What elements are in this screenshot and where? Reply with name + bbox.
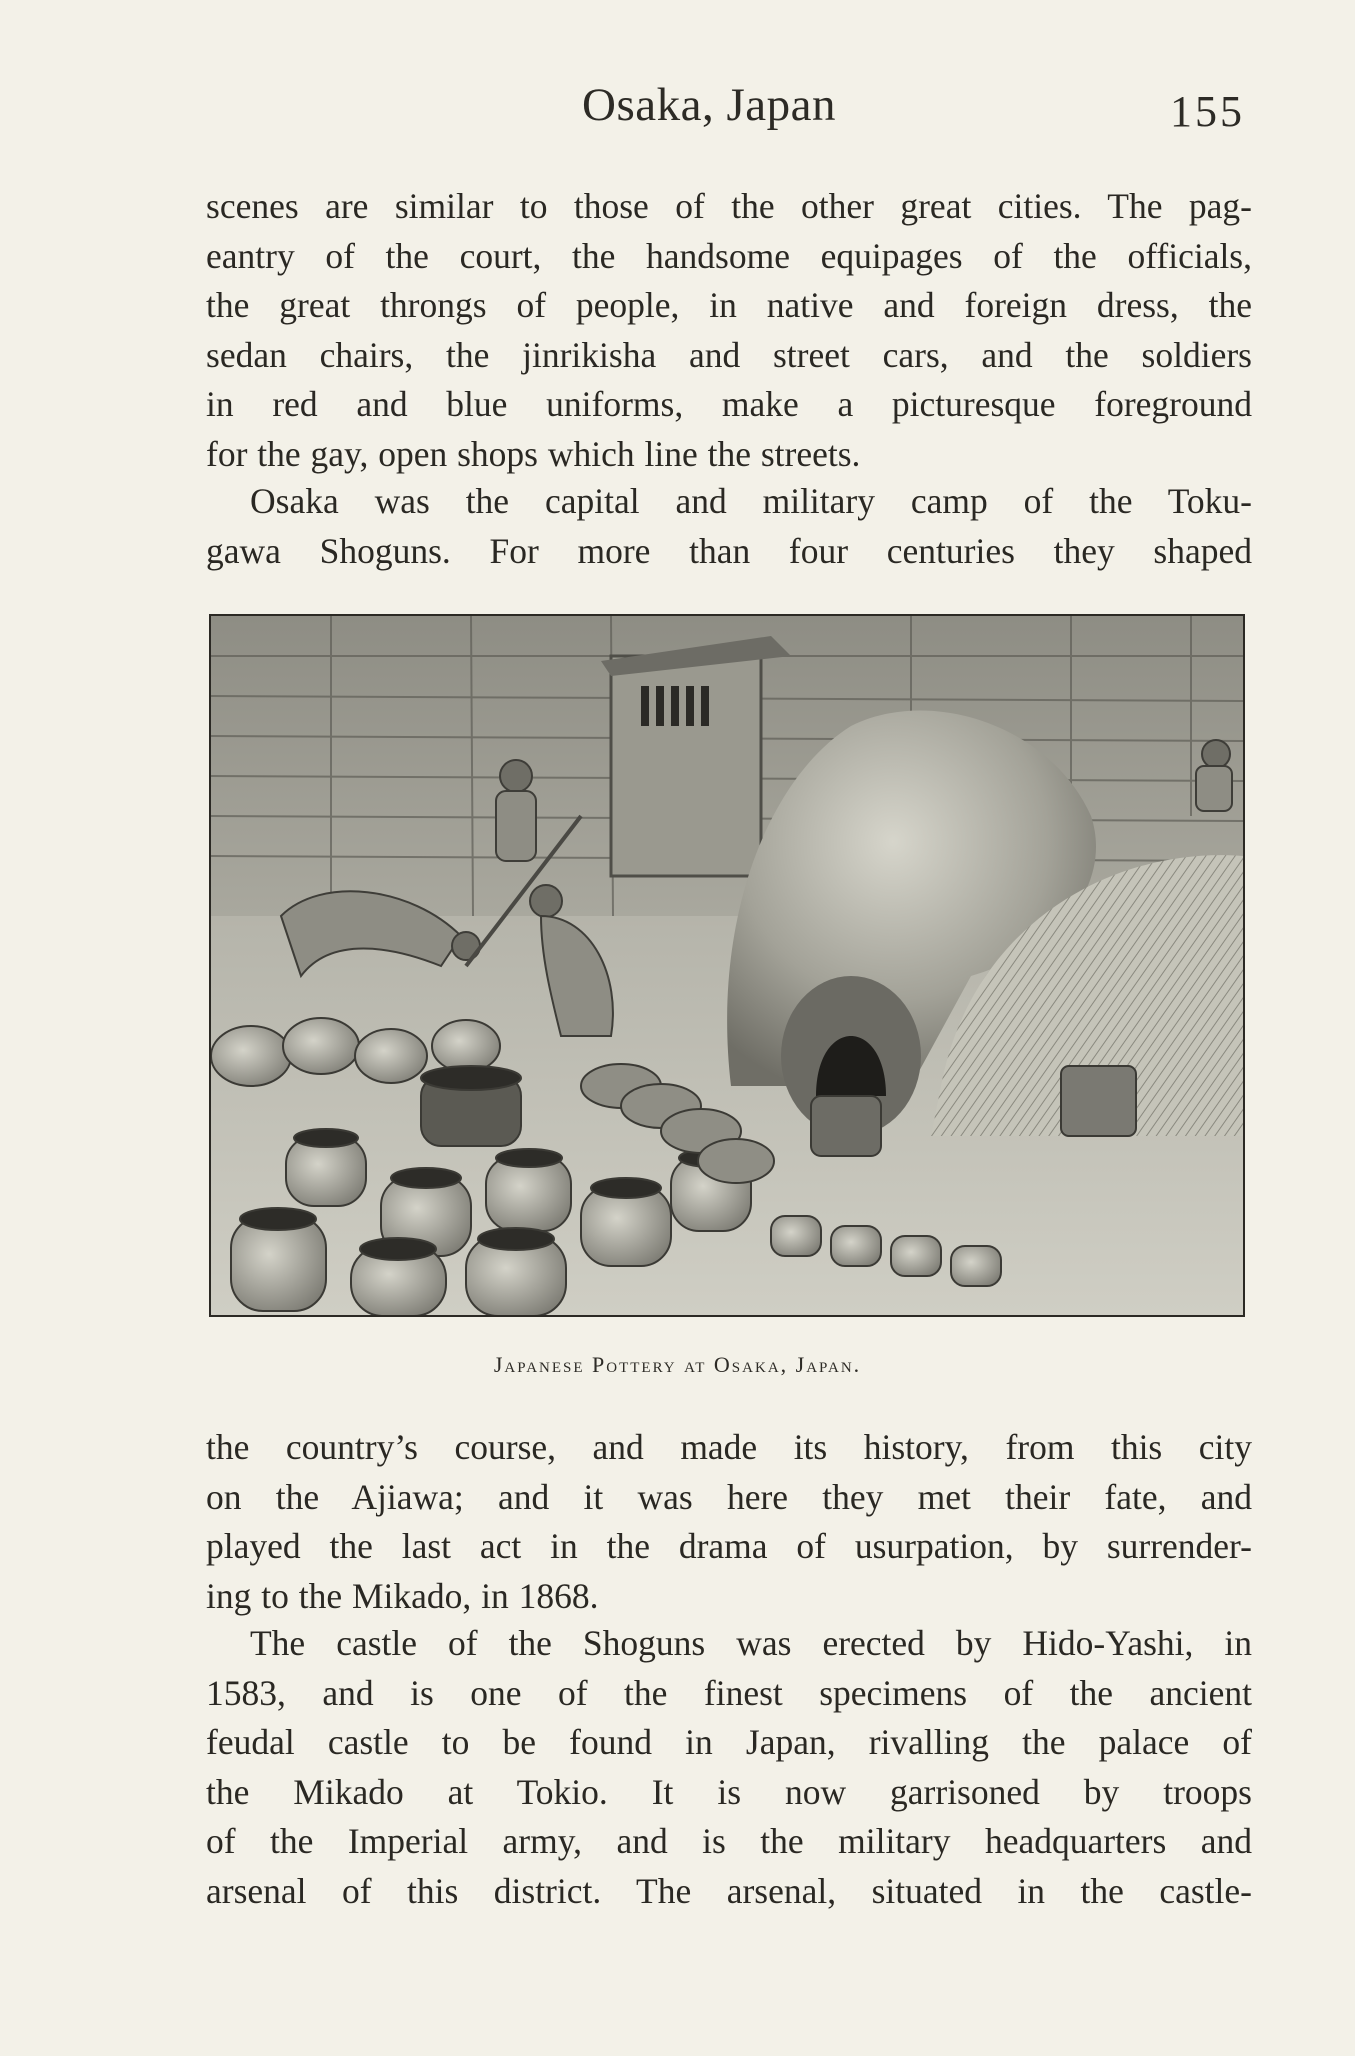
- text-line: sedan chairs, the jinrikisha and street cars, and the soldiers: [206, 334, 1252, 375]
- paragraph-2: [206, 477, 1252, 576]
- pottery-scene-illustration: [211, 616, 1243, 1315]
- text-line: The castle of the Shoguns was erected by Hido-Yashi, in: [250, 1623, 1252, 1663]
- text-line: the Mikado at Tokio. It is now garrisoned by troops: [206, 1771, 1252, 1812]
- text-line: on the Ajiawa; and it was here they met their fate, and: [206, 1476, 1252, 1517]
- text-line: played the last act in the drama of usurpation, by surrender-: [206, 1526, 1252, 1566]
- paragraph-1: [206, 182, 1252, 479]
- text-line: the country’s course, and made its history, from this city: [206, 1427, 1252, 1467]
- text-line: feudal castle to be found in Japan, rivalling the palace of: [206, 1722, 1252, 1762]
- text-line: eantry of the court, the handsome equipages of the officials,: [206, 235, 1252, 276]
- text-line: of the Imperial army, and is the military headquarters and: [206, 1821, 1252, 1861]
- text-line: in red and blue uniforms, make a picturesque foreground: [206, 384, 1252, 424]
- text-line: Osaka was the capital and military camp of the Toku-: [250, 481, 1252, 521]
- figure-caption: Japanese Pottery at Osaka, Japan.: [493, 1352, 862, 1377]
- page-number: 155: [1170, 87, 1245, 136]
- text-line: arsenal of this district. The arsenal, situated in the castle-: [206, 1870, 1252, 1911]
- text-line: 1583, and is one of the finest specimens of the ancient: [206, 1672, 1252, 1713]
- page-header: [0, 78, 1355, 138]
- text-line: scenes are similar to those of the other great cities. The pag-: [206, 186, 1252, 226]
- paragraph-4: [206, 1619, 1252, 1916]
- text-line: ing to the Mikado, in 1868.: [206, 1575, 599, 1616]
- running-title: Osaka, Japan: [582, 79, 836, 131]
- text-line: the great throngs of people, in native and foreign dress, the: [206, 285, 1252, 325]
- paragraph-3: [206, 1423, 1252, 1621]
- text-line: gawa Shoguns. For more than four centuries they shaped: [206, 530, 1252, 571]
- text-line: for the gay, open shops which line the streets.: [206, 433, 861, 474]
- pottery-photograph: [209, 614, 1245, 1317]
